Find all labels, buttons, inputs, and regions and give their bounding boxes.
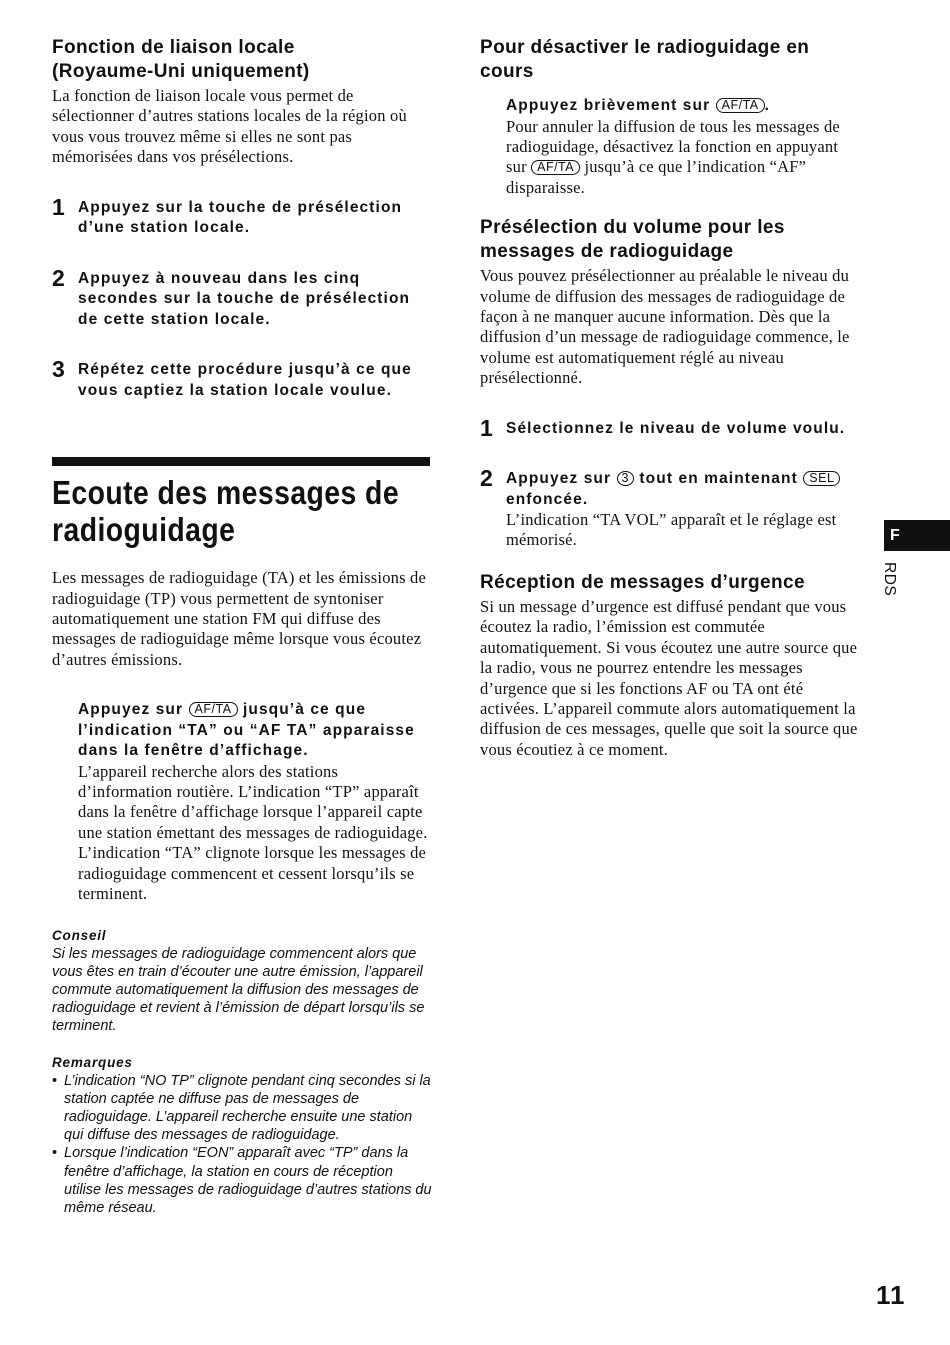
local-step-3 — [52, 356, 432, 401]
notes-list — [52, 1072, 432, 1218]
af-ta-key-icon: AF/TA — [531, 160, 580, 175]
step-number: 1 — [480, 414, 493, 441]
traffic-instruction-body-1: L’appareil recherche alors des stations d’information routière. L’indication “TP” apparaît dans la fenêtre d’affichage lorsque l’appareil capte une station émettant des messages de radioguidage. — [78, 761, 428, 842]
page-number: 11 — [876, 1280, 906, 1310]
notes-title: Remarques — [52, 1054, 133, 1070]
section-title: Ecoute des messages de radioguidage — [52, 474, 400, 549]
step-text: Appuyez à nouveau dans les cinq secondes sur la touche de présélection de cette station locale. — [78, 269, 411, 328]
step-text: Répétez cette procédure jusqu’à ce que vous captiez la station locale voulue. — [78, 361, 412, 399]
volume-step-2 — [480, 465, 860, 551]
section-side-label: RDS — [881, 562, 898, 597]
traffic-instruction: Appuyez sur AF/TA jusqu’à ce que l’indication “TA” ou “AF TA” apparaisse dans la fenêtre d’affichage. L’appareil recherche alors des stations d’information routière. L’indication “TP” apparaît dans la fenêtre d’affichage lorsque l’appareil capte une station émettant des messages de radioguidage. L’indication “TA” clignote lorsque les messages de radioguidage commencent et cessent lorsqu’ils se terminent. — [52, 700, 432, 904]
note-item: • L’indication “NO TP” clignote pendant cinq secondes si la station captée ne diffuse pas de messages de radioguidage. L’appareil recherche ensuite une station qui diffuse des messages de radioguidage. — [52, 1072, 432, 1145]
section-rule — [52, 457, 430, 466]
local-step-1 — [52, 193, 432, 239]
right-column — [480, 36, 860, 760]
step-text: Appuyez sur la touche de présélection d’une station locale. — [78, 198, 403, 237]
traffic-intro: Les messages de radioguidage (TA) et les émissions de radioguidage (TP) vous permettent de syntoniser automatiquement une station FM qui diffuse des messages de radioguidage même lorsque vous écoutez d’autres émissions. — [52, 568, 427, 669]
volume-step-1 — [480, 414, 860, 441]
local-link-body: La fonction de liaison locale vous permet de sélectionner d’autres stations locales de la région où vous vous trouvez même si elles ne sont pas mémorisées dans vos présélections. — [52, 86, 407, 167]
note-item: • Lorsque l’indication “EON” apparaît avec “TP” dans la fenêtre d’affichage, la station en cours de réception utilise les messages de radioguidage d’autres stations du même réseau. — [52, 1144, 432, 1217]
emergency-heading: Réception de messages d’urgence — [480, 571, 805, 593]
af-ta-key-icon: AF/TA — [716, 98, 765, 113]
preset-3-key-icon: 3 — [617, 471, 634, 486]
step-number: 1 — [52, 193, 65, 220]
deactivate-instruction: Appuyez brièvement sur AF/TA . Pour annuler la diffusion de tous les messages de radioguidage, désactivez la fonction en appuyant sur AF/TA jusqu’à ce que l’indication “AF” disparaisse. — [480, 96, 860, 198]
volume-preset-body: Vous pouvez présélectionner au préalable le niveau du volume de diffusion des messages de radioguidage de façon à ne manquer aucune information. Dès que la diffusion d’un message de radioguidage commence, le volume est automatiquement réglé au niveau présélectionné. — [480, 266, 850, 388]
emergency-body: Si un message d’urgence est diffusé pendant que vous écoutez la radio, l’émission est commutée automatiquement. Si vous écoutez une autre source que la radio, vous ne pourrez entendre les messages d’urgence que si les fonctions AF ou TA ont été activées. L’appareil commute alors automatiquement la diffusion de ces messages, quelle que soit la source que vous écoutiez à ce moment. — [480, 596, 858, 759]
local-step-2 — [52, 264, 432, 331]
volume-step-2-body: L’indication “TA VOL” apparaît et le réglage est mémorisé. — [506, 510, 837, 550]
traffic-instruction-body-2: L’indication “TA” clignote lorsque les messages de radioguidage commencent et cessent lorsqu’ils se terminent. — [78, 843, 427, 904]
section-tab: F — [884, 520, 950, 551]
tip-block — [52, 927, 432, 1036]
step-number: 2 — [480, 465, 493, 492]
tip-body: Si les messages de radioguidage commencent alors que vous êtes en train d’écouter une autre émission, l’appareil commute automatiquement la diffusion des messages de radioguidage et revient à l’émission de départ lorsqu’ils se terminent. — [52, 945, 425, 1035]
step-number: 3 — [52, 356, 65, 383]
step-text: Appuyez sur 3 tout en maintenant SEL enfoncée. — [506, 469, 860, 510]
step-number: 2 — [52, 264, 65, 291]
deactivate-heading: Pour désactiver le radioguidage en cours — [480, 37, 810, 82]
volume-preset-heading: Présélection du volume pour les messages de radioguidage — [480, 217, 785, 263]
tip-title: Conseil — [52, 927, 107, 943]
step-text: Sélectionnez le niveau de volume voulu. — [506, 419, 846, 437]
left-column — [52, 36, 432, 1217]
sel-key-icon: SEL — [803, 471, 840, 486]
local-link-heading: Fonction de liaison locale (Royaume-Uni uniquement) — [52, 37, 310, 82]
af-ta-key-icon: AF/TA — [189, 702, 238, 717]
notes-block — [52, 1054, 432, 1218]
deactivate-body: Pour annuler la diffusion de tous les messages de radioguidage, désactivez la fonction en appuyant sur AF/TA jusqu’à ce que l’indication “AF” disparaisse. — [506, 116, 840, 197]
